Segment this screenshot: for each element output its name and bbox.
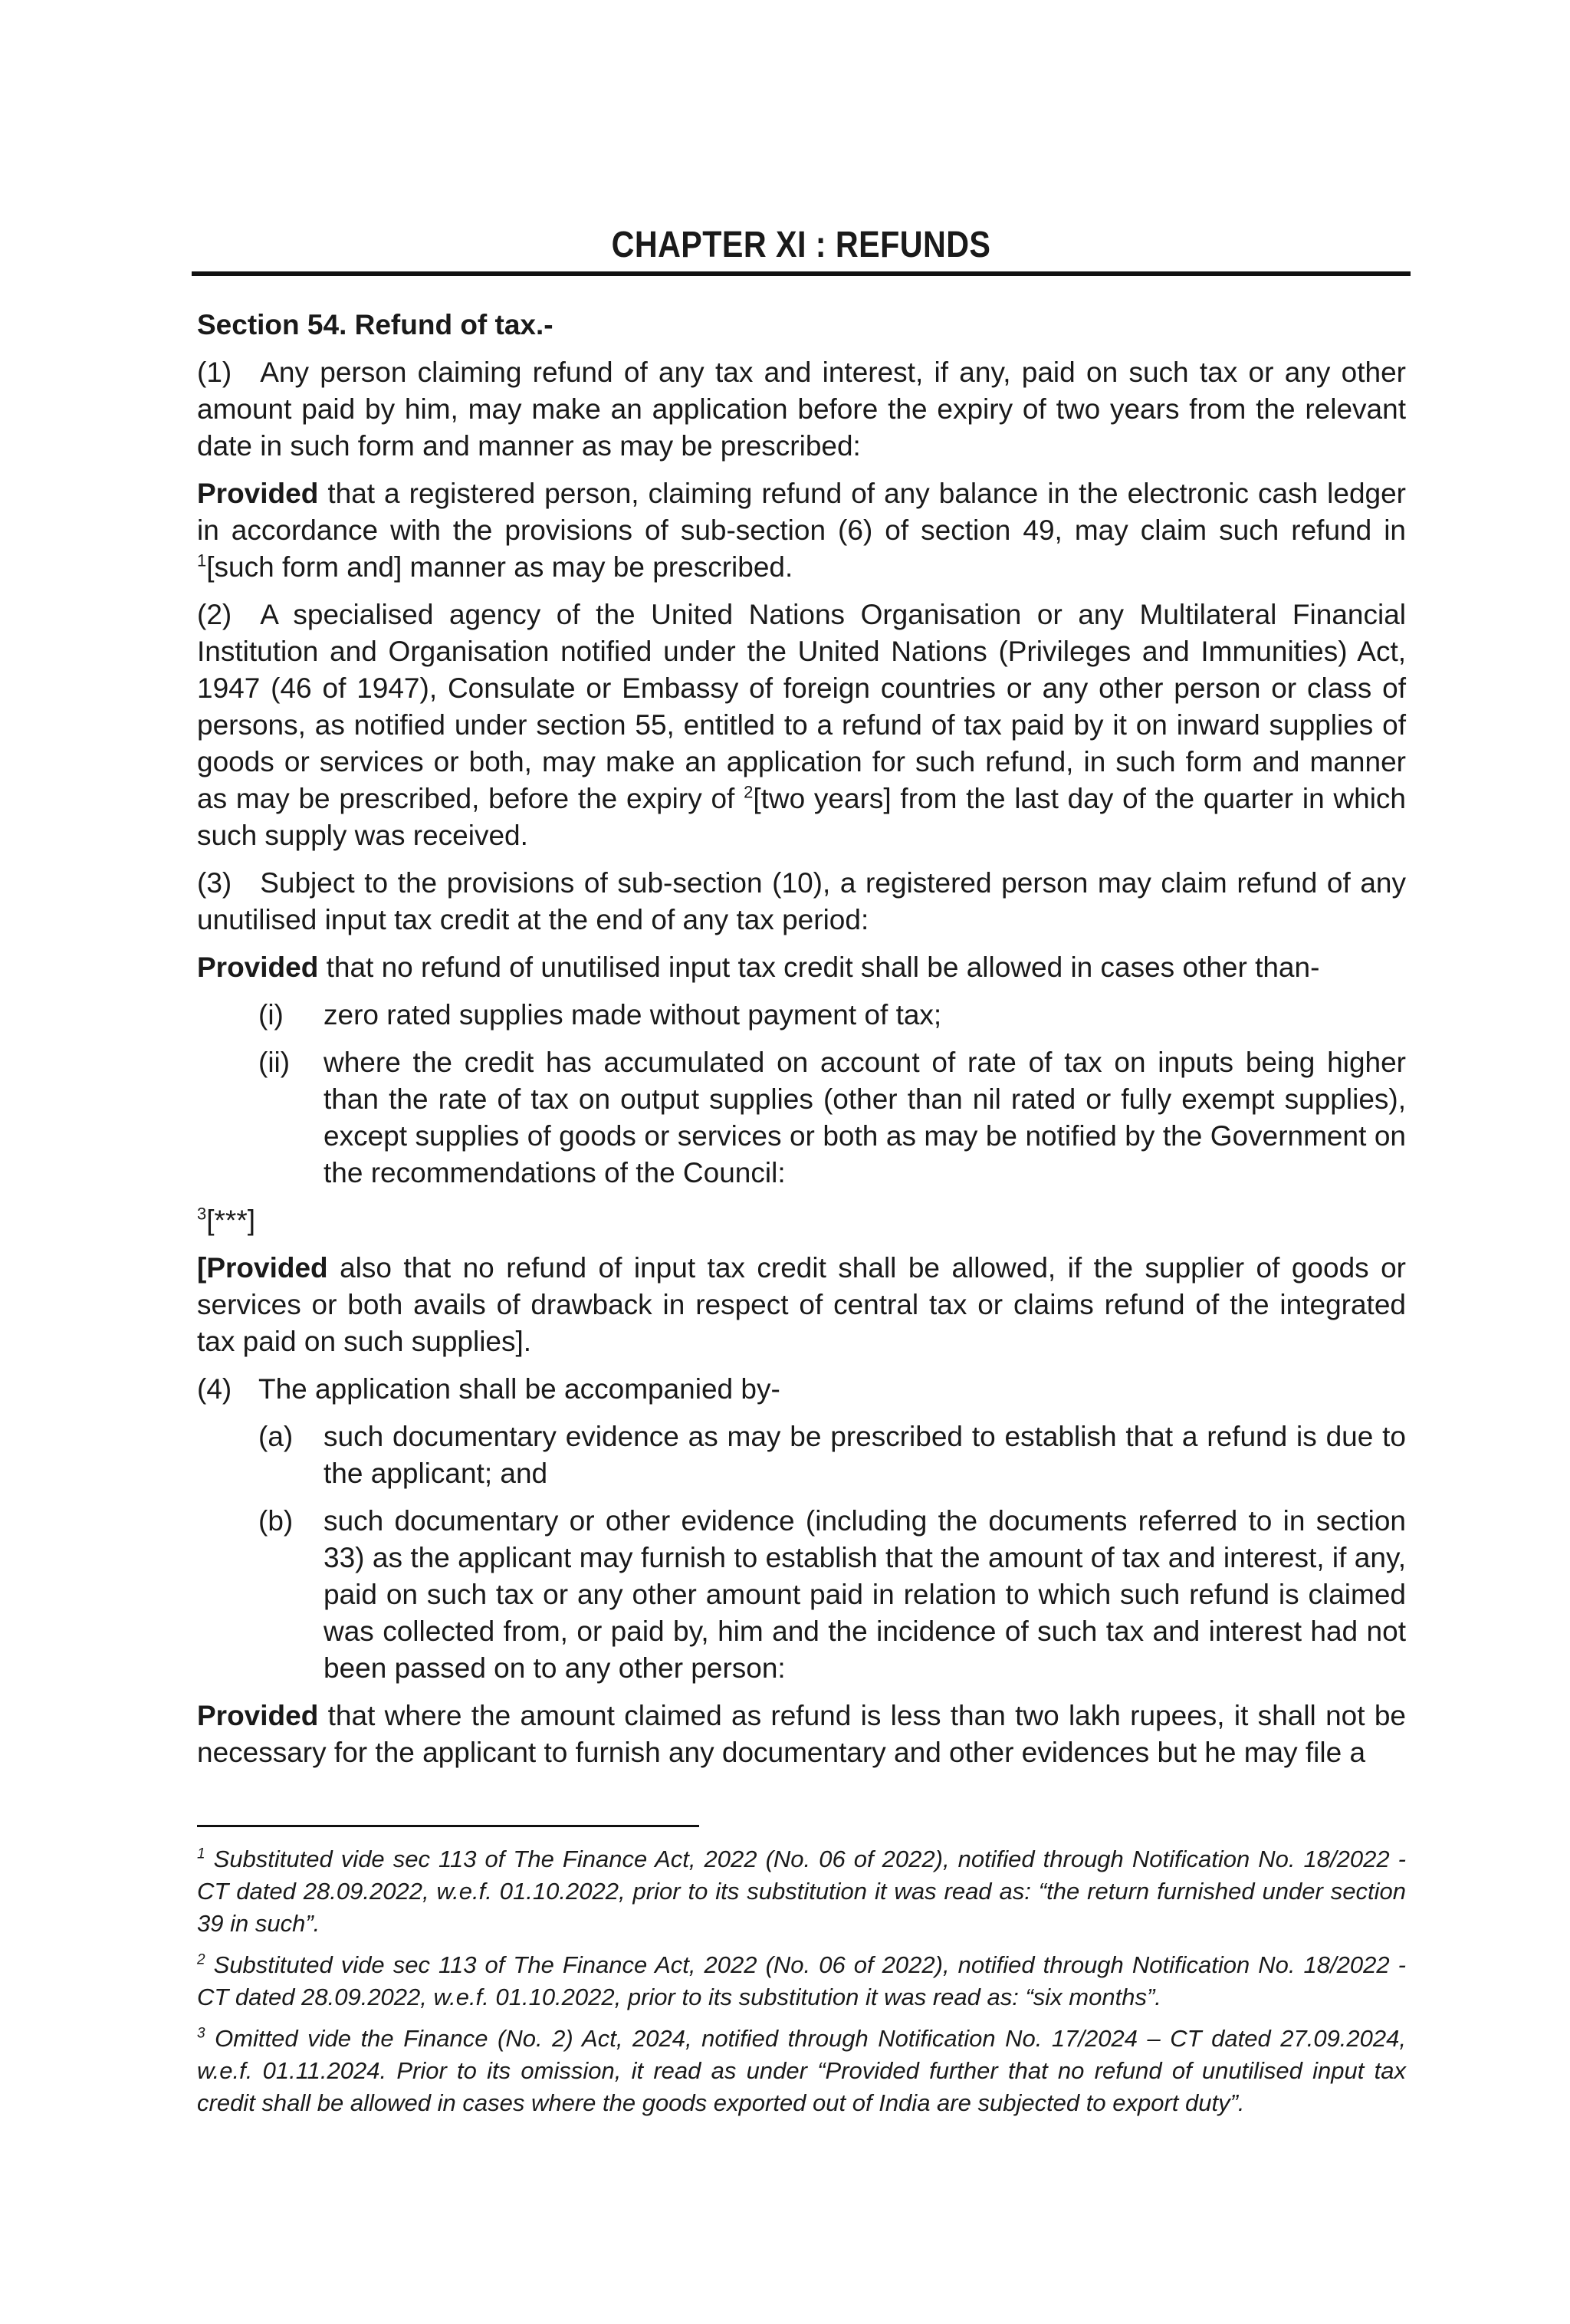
- omitted-marker: [***]: [206, 1205, 256, 1236]
- subsection-4: [197, 1371, 1406, 1408]
- clause-i: [197, 997, 1406, 1034]
- footnote-marker: 1: [197, 1846, 205, 1862]
- subsection-2-text-end: [two years] from the last day of the quarter in which such supply was received.: [197, 783, 1406, 851]
- clause-text: such documentary evidence as may be prescribed to establish that a refund is due to the applicant; and: [324, 1421, 1406, 1489]
- footnote-text: Substituted vide sec 113 of The Finance Act, 2022 (No. 06 of 2022), notified through Notification No. 18/2022 - CT dated 28.09.2022, w.e.f. 01.10.2022, prior to its substitution it was read as: “six months”.: [197, 1951, 1406, 2010]
- proviso-text-end: [such form and] manner as may be prescribed.: [206, 551, 793, 583]
- clause-number: (ii): [258, 1047, 291, 1078]
- clause-number: (a): [258, 1421, 294, 1452]
- subsection-2-text: (2) A specialised agency of the United Nations Organisation or any Multilateral Financial Institution and Organisation notified under the United Nations (Privileges and Immunities) Act, 1947 (46 of 1947), Consulate or Embassy of foreign countries or any other person or class of persons, as notified under section 55, entitled to a refund of tax paid by it on inward supplies of goods or services or both, may make an application for such refund, in such form and manner as may be prescribed, before the expiry of: [197, 599, 1406, 814]
- clause-b: [197, 1503, 1406, 1687]
- proviso-lead: Provided: [197, 1700, 319, 1731]
- omitted-proviso: [197, 1202, 1406, 1239]
- proviso-text: also that no refund of input tax credit shall be allowed, if the supplier of goods or services or both avails of drawback in respect of central tax or claims refund of the integrated tax paid on such supplies].: [197, 1252, 1406, 1357]
- proviso-4: [197, 1698, 1406, 1771]
- chapter-title: CHAPTER XI : REFUNDS: [611, 225, 991, 265]
- footnote-ref-1: 1: [197, 551, 207, 570]
- footnote-marker: 3: [197, 2025, 205, 2042]
- footnote-text: Substituted vide sec 113 of The Finance Act, 2022 (No. 06 of 2022), notified through Notification No. 18/2022 - CT dated 28.09.2022, w.e.f. 01.10.2022, prior to its substitution it was read as: “the return furnished under section 39 in such”.: [197, 1846, 1406, 1937]
- footnote-2: [197, 1949, 1406, 2013]
- clause-number: (b): [258, 1505, 294, 1537]
- clause-ii: [197, 1044, 1406, 1192]
- proviso-3: [197, 949, 1406, 986]
- clause-text: where the credit has accumulated on account of rate of tax on inputs being higher than the rate of tax on output supplies (other than nil rated or fully exempt supplies), except supplies of goods or services or both as may be notified by the Government on the recommendations of the Council:: [324, 1047, 1406, 1188]
- footnote-3: [197, 2023, 1406, 2119]
- proviso-text: that where the amount claimed as refund is less than two lakh rupees, it shall not be necessary for the applicant to furnish any documentary and other evidences but he may file a: [197, 1700, 1406, 1768]
- footnote-ref-2: 2: [744, 782, 754, 802]
- clause-number: (i): [258, 999, 284, 1031]
- proviso-lead: Provided: [197, 478, 319, 509]
- clause-text: zero rated supplies made without payment of tax;: [324, 999, 942, 1031]
- proviso-1: [197, 475, 1406, 586]
- footnote-1: [197, 1843, 1406, 1940]
- subsection-3: (3) Subject to the provisions of sub-section (10), a registered person may claim refund of any unutilised input tax credit at the end of any tax period:: [197, 867, 1406, 935]
- section-heading: Section 54. Refund of tax.-: [197, 309, 553, 340]
- proviso-text: that a registered person, claiming refund of any balance in the electronic cash ledger in accordance with the provisions of sub-section (6) of section 49, may claim such refund in: [197, 478, 1406, 546]
- subsection-1: (1) Any person claiming refund of any tax and interest, if any, paid on such tax or any other amount paid by him, may make an application before the expiry of two years from the relevant date in such form and manner as may be prescribed:: [197, 357, 1406, 462]
- chapter-title-rule: [192, 271, 1411, 276]
- proviso-also: [197, 1250, 1406, 1360]
- footnotes: [197, 1843, 1406, 2128]
- proviso-text: that no refund of unutilised input tax credit shall be allowed in cases other than-: [318, 952, 1320, 983]
- subsection-4-text: The application shall be accompanied by-: [258, 1373, 780, 1405]
- subsection-2: [197, 597, 1406, 854]
- footnote-marker: 2: [197, 1951, 205, 1968]
- proviso-lead: Provided: [197, 952, 319, 983]
- document-body: [197, 307, 1406, 1782]
- subsection-number: (4): [197, 1373, 232, 1405]
- footnote-ref-3: 3: [197, 1204, 207, 1224]
- clause-text: such documentary or other evidence (including the documents referred to in section 33) as the applicant may furnish to establish that the amount of tax and interest, if any, paid on such tax or any other amount paid in relation to which such refund is claimed was collected from, or paid by, him and the incidence of such tax and interest had not been passed on to any other person:: [324, 1505, 1406, 1684]
- clause-a: [197, 1418, 1406, 1492]
- footnote-separator: [197, 1825, 699, 1827]
- footnote-text: Omitted vide the Finance (No. 2) Act, 2024, notified through Notification No. 17/2024 – CT dated 27.09.2024, w.e.f. 01.11.2024. Prior to its omission, it read as under “Provided further that no refund of unutilised input tax credit shall be allowed in cases where the goods exported out of India are subjected to export duty”.: [197, 2025, 1406, 2116]
- proviso-lead: [Provided: [197, 1252, 328, 1284]
